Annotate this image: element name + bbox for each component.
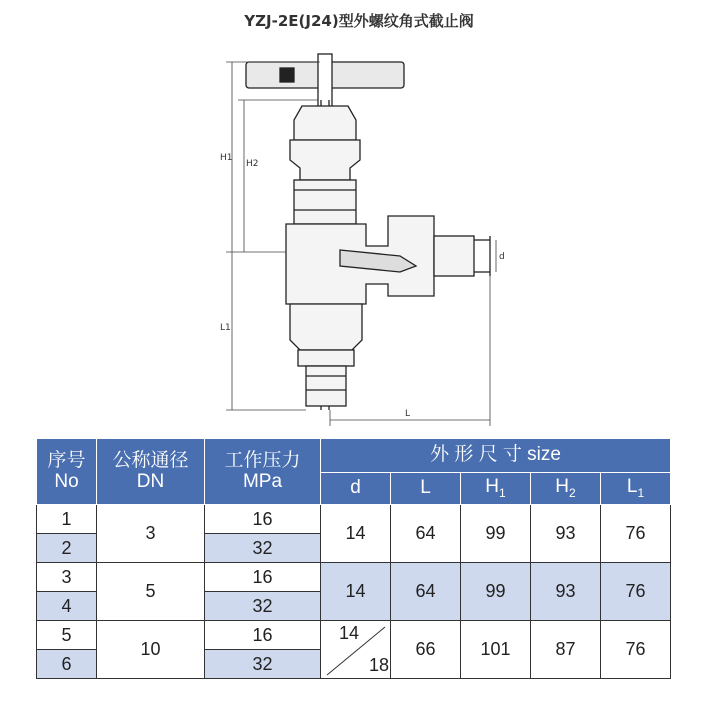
cell-l: 64 <box>391 563 461 621</box>
cell-dn: 3 <box>97 505 205 563</box>
header-l: L <box>391 473 461 505</box>
cell-d-bottom: 18 <box>369 655 390 675</box>
cell-pressure: 16 <box>205 621 321 650</box>
table-row <box>37 621 671 650</box>
header-l1: $L_1$ <box>601 473 671 505</box>
cell-pressure: 32 <box>205 534 321 563</box>
cell-l1: 76 <box>601 563 671 621</box>
table-row <box>37 563 671 592</box>
cell-dn: 5 <box>97 563 205 621</box>
cell-h1: 99 <box>461 505 531 563</box>
cell-pressure: 16 <box>205 505 321 534</box>
label-l: L <box>405 409 411 419</box>
cell-l1: 76 <box>601 621 671 679</box>
cell-h1: 101 <box>461 621 531 679</box>
header-h1: $H_1$ <box>461 473 531 505</box>
cell-d-split <box>321 621 391 679</box>
table-row <box>37 505 671 534</box>
label-h2: H2 <box>246 159 259 169</box>
cell-dn: 10 <box>97 621 205 679</box>
page-title: YZJ-2E(J24)型外螺纹角式截止阀 <box>244 12 474 30</box>
header-h2: $H_2$ <box>531 473 601 505</box>
cell-d: 14 <box>321 563 391 621</box>
valve-drawing <box>190 40 520 430</box>
header-d: d <box>321 473 391 505</box>
cell-h2: 87 <box>531 621 601 679</box>
cell-pressure: 32 <box>205 592 321 621</box>
header-dimensions: 外 形 尺 寸 size <box>321 439 671 473</box>
cell-no: 6 <box>37 650 97 679</box>
cell-h2: 93 <box>531 505 601 563</box>
label-d: d <box>499 252 505 262</box>
cell-d-top: 14 <box>339 623 360 643</box>
label-l1: L1 <box>220 323 231 333</box>
cell-no: 2 <box>37 534 97 563</box>
cell-l: 64 <box>391 505 461 563</box>
label-h1: H1 <box>220 153 233 163</box>
cell-l1: 76 <box>601 505 671 563</box>
cell-h2: 93 <box>531 563 601 621</box>
header-pressure: 工作压力 MPa <box>205 439 321 505</box>
spec-table <box>36 438 671 679</box>
cell-h1: 99 <box>461 563 531 621</box>
cell-no: 1 <box>37 505 97 534</box>
cell-no: 3 <box>37 563 97 592</box>
header-no: 序号 No <box>37 439 97 505</box>
cell-d: 14 <box>321 505 391 563</box>
cell-no: 4 <box>37 592 97 621</box>
header-dn: 公称通径 DN <box>97 439 205 505</box>
cell-pressure: 32 <box>205 650 321 679</box>
cell-pressure: 16 <box>205 563 321 592</box>
cell-l: 66 <box>391 621 461 679</box>
cell-no: 5 <box>37 621 97 650</box>
